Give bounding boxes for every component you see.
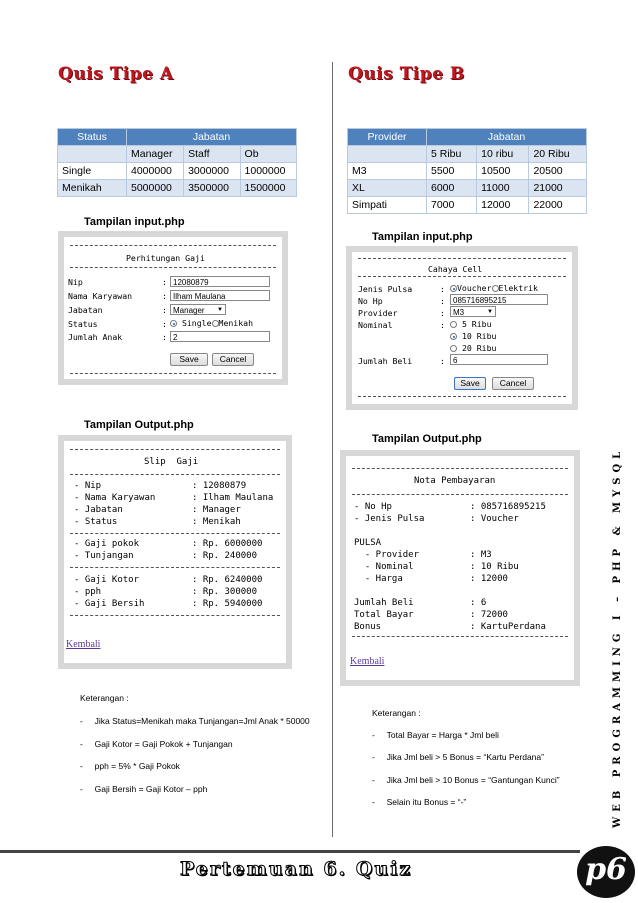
output-line: - Status: [74, 517, 118, 527]
form-title: Perhitungan Gaji: [126, 253, 205, 263]
table-cell: 1000000: [240, 163, 296, 180]
output-caption-a: Tampilan Output.php: [84, 419, 194, 431]
output-value: : Menikah: [192, 517, 241, 527]
output-line: Total Bayar: [354, 610, 414, 620]
keterangan-item: - Gaji Kotor = Gaji Pokok + Tunjangan: [80, 739, 233, 749]
radio-10ribu[interactable]: [450, 333, 457, 340]
jumlah-input[interactable]: 6: [450, 354, 548, 365]
header-20ribu: 20 Ribu: [529, 146, 587, 163]
chevron-down-icon: ▼: [487, 309, 493, 315]
output-value: : Ilham Maulana: [192, 493, 274, 503]
output-caption-b: Tampilan Output.php: [372, 433, 482, 445]
output-line: - No Hp: [354, 502, 392, 512]
output-value: : 10 Ribu: [470, 562, 519, 572]
output-value: : Rp. 5940000: [192, 599, 263, 609]
kembali-link[interactable]: Kembali: [350, 656, 385, 667]
table-cell: 12000: [477, 197, 529, 214]
keterangan-item: - Total Bayar = Harga * Jml beli: [372, 730, 499, 740]
keterangan-item: - Selain itu Bonus = “-”: [372, 797, 467, 807]
table-cell: XL: [348, 180, 427, 197]
nominal-option: 10 Ribu: [450, 331, 496, 341]
output-line: - Harga: [354, 574, 403, 584]
table-cell: 22000: [529, 197, 587, 214]
footer-title: Pertemuan 6. Quiz: [180, 858, 413, 880]
output-line: - Gaji pokok: [74, 539, 140, 549]
header-status: Status: [58, 129, 127, 146]
input-screenshot-a: [58, 231, 288, 385]
jabatan-label: Jabatan: [68, 305, 103, 315]
keterangan-item: - pph = 5% * Gaji Pokok: [80, 761, 180, 771]
output-value: : Rp. 6240000: [192, 575, 263, 585]
output-value: : 12000: [470, 574, 508, 584]
jumlah-label: Jumlah Beli: [358, 356, 413, 366]
table-cell: 3000000: [184, 163, 240, 180]
output-line: - Gaji Bersih: [74, 599, 145, 609]
colon: :: [162, 291, 167, 301]
footer-rule: [0, 850, 580, 853]
radio-5ribu[interactable]: [450, 321, 457, 328]
table-row: [348, 197, 587, 214]
keterangan-item: - Jika Jml beli > 10 Bonus = “Gantungan Kunci”: [372, 775, 560, 785]
nominal-label: Nominal: [358, 320, 393, 330]
cancel-button[interactable]: Cancel: [492, 377, 534, 390]
output-value: : Voucher: [470, 514, 519, 524]
anak-input[interactable]: 2: [170, 331, 270, 342]
header-5ribu: 5 Ribu: [427, 146, 477, 163]
quis-b-title: Quis Tipe B: [348, 64, 465, 84]
status-label: Status: [68, 319, 98, 329]
output-line: - Gaji Kotor: [74, 575, 140, 585]
table-cell: 4000000: [127, 163, 184, 180]
radio-voucher[interactable]: [450, 285, 457, 292]
colon: :: [440, 284, 445, 294]
radio-menikah-label: Menikah: [218, 318, 254, 328]
colon: :: [440, 296, 445, 306]
input-screenshot-b: [346, 246, 578, 410]
nohp-input[interactable]: 085716895215: [450, 294, 548, 305]
table-cell: 20500: [529, 163, 587, 180]
chevron-down-icon: ▼: [217, 307, 223, 313]
output-value: : Manager: [192, 505, 241, 515]
output-value: : 72000: [470, 610, 508, 620]
pulsa-label: PULSA: [354, 538, 382, 548]
colon: :: [162, 277, 167, 287]
keterangan-item: - Jika Status=Menikah maka Tunjangan=Jml Anak * 50000: [80, 716, 310, 726]
output-value: : Rp. 240000: [192, 551, 258, 561]
output-line: - Nama Karyawan: [74, 493, 156, 503]
table-row: [58, 163, 297, 180]
footer-badge: [577, 846, 635, 898]
nota-title: Nota Pembayaran: [414, 476, 496, 486]
radio-voucher-label: Voucher: [457, 283, 492, 293]
output-line: - Provider: [354, 550, 420, 560]
anak-label: Jumlah Anak: [68, 332, 123, 342]
side-label: WEB PROGRAMMING I – PHP & MYSQL: [612, 446, 623, 828]
table-cell: 3500000: [184, 180, 240, 197]
quis-b-table: [347, 128, 587, 214]
quis-a-title: Quis Tipe A: [58, 64, 174, 84]
output-line: - pph: [74, 587, 102, 597]
output-line: - Jenis Pulsa: [354, 514, 425, 524]
radio-menikah[interactable]: [212, 320, 219, 327]
radio-single[interactable]: [170, 320, 177, 327]
output-value: : 6: [470, 598, 487, 608]
slip-title: Slip Gaji: [144, 457, 199, 467]
output-value: : M3: [470, 550, 492, 560]
quis-a-table: [57, 128, 297, 197]
output-line: - Nominal: [354, 562, 414, 572]
cancel-button[interactable]: Cancel: [212, 353, 254, 366]
keterangan-title-a: Keterangan :: [80, 693, 129, 703]
jabatan-value: Manager: [173, 306, 205, 315]
table-cell: 6000: [427, 180, 477, 197]
table-cell: Single: [58, 163, 127, 180]
keterangan-item: - Gaji Bersih = Gaji Kotor – pph: [80, 784, 208, 794]
table-row: [348, 163, 587, 180]
table-cell: M3: [348, 163, 427, 180]
header-blank: [348, 146, 427, 163]
output-value: : Rp. 6000000: [192, 539, 263, 549]
header-staff: Staff: [184, 146, 240, 163]
provider-value: M3: [453, 308, 465, 317]
colon: :: [162, 305, 167, 315]
colon: :: [440, 356, 445, 366]
colon: :: [440, 308, 445, 318]
footer-badge-text: p6: [585, 852, 627, 887]
table-cell: 7000: [427, 197, 477, 214]
output-screenshot-b: [340, 450, 580, 686]
colon: :: [162, 332, 167, 342]
header-ob: Ob: [240, 146, 296, 163]
column-divider: [332, 62, 333, 837]
output-line: - Nip: [74, 481, 102, 491]
keterangan-item: - Jika Jml beli > 5 Bonus = “Kartu Perdana”: [372, 752, 544, 762]
output-value: : 12080879: [192, 481, 247, 491]
nominal-option: 20 Ribu: [450, 343, 496, 353]
output-value: : 085716895215: [470, 502, 546, 512]
nip-input[interactable]: 12080879: [170, 276, 270, 287]
provider-select[interactable]: [450, 306, 496, 317]
radio-elektrik[interactable]: [492, 285, 499, 292]
jenis-radio-group: [450, 283, 538, 293]
table-row: [348, 180, 587, 197]
table-cell: 10500: [477, 163, 529, 180]
save-button[interactable]: Save: [170, 353, 208, 366]
radio-single-label: Single: [181, 318, 212, 328]
table-cell: 5000000: [127, 180, 184, 197]
input-caption-b: Tampilan input.php: [372, 231, 473, 243]
colon: :: [162, 319, 167, 329]
nama-input[interactable]: Ilham Maulana: [170, 290, 270, 301]
table-cell: 1500000: [240, 180, 296, 197]
jabatan-select[interactable]: [170, 304, 226, 315]
colon: :: [440, 320, 445, 330]
output-line: - Tunjangan: [74, 551, 134, 561]
header-blank: [58, 146, 127, 163]
nama-label: Nama Karyawan: [68, 291, 133, 301]
output-line: Jumlah Beli: [354, 598, 414, 608]
header-provider: Provider: [348, 129, 427, 146]
kembali-link[interactable]: Kembali: [66, 639, 101, 650]
table-cell: 11000: [477, 180, 529, 197]
header-jabatan: Jabatan: [127, 129, 297, 146]
header-jabatan: Jabatan: [427, 129, 587, 146]
jenis-label: Jenis Pulsa: [358, 284, 413, 294]
save-button[interactable]: Save: [454, 377, 486, 390]
header-manager: Manager: [127, 146, 184, 163]
table-row: [58, 180, 297, 197]
keterangan-title-b: Keterangan :: [372, 708, 421, 718]
header-10ribu: 10 ribu: [477, 146, 529, 163]
output-line: - Jabatan: [74, 505, 123, 515]
status-radio-group: [170, 318, 253, 328]
output-value: : Rp. 300000: [192, 587, 258, 597]
table-cell: 5500: [427, 163, 477, 180]
provider-label: Provider: [358, 308, 398, 318]
output-line: Bonus: [354, 622, 382, 632]
radio-elektrik-label: Elektrik: [498, 283, 538, 293]
input-caption-a: Tampilan input.php: [84, 216, 185, 228]
nohp-label: No Hp: [358, 296, 383, 306]
table-cell: 21000: [529, 180, 587, 197]
table-cell: Menikah: [58, 180, 127, 197]
output-value: : KartuPerdana: [470, 622, 546, 632]
nominal-option: 5 Ribu: [450, 319, 492, 329]
nip-label: Nip: [68, 277, 83, 287]
table-cell: Simpati: [348, 197, 427, 214]
output-screenshot-a: [58, 435, 292, 669]
form-title: Cahaya Cell: [428, 264, 483, 274]
radio-20ribu[interactable]: [450, 345, 457, 352]
